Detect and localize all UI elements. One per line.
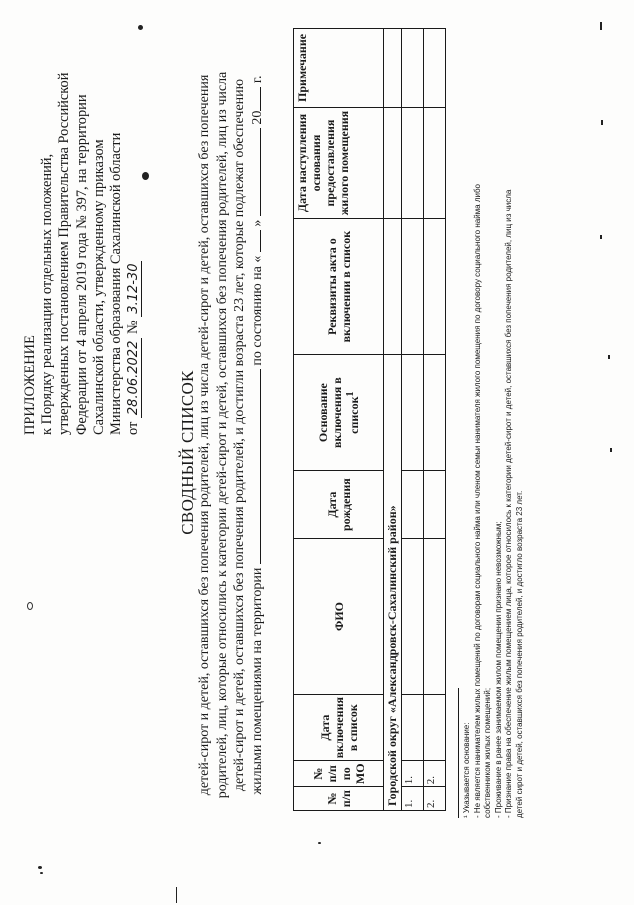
col-header-number: № п/п xyxy=(294,787,384,811)
approval-line: Федерации от 4 апреля 2019 года № 397, на территории xyxy=(73,94,90,435)
table-cell xyxy=(384,29,402,108)
table-cell xyxy=(402,107,424,218)
approval-title: ПРИЛОЖЕНИЕ xyxy=(22,335,38,435)
scan-speck xyxy=(600,22,602,30)
footnote-line: - Не является нанимателем жилых помещений по договорам социального найма или членом семьи нанимателя жилого помещения по договору социального найма либо xyxy=(472,184,482,818)
footnote-line: - Проживание в ранее занимаемом жилом помещении признано невозможным; xyxy=(493,521,503,818)
summary-table xyxy=(293,28,446,811)
table-cell xyxy=(424,471,446,539)
approval-line: Министерства образования Сахалинской области xyxy=(108,132,125,435)
year-prefix: 20 xyxy=(249,110,265,125)
table-cell xyxy=(424,29,446,108)
footnote-line: собственником жилых помещений; xyxy=(483,687,492,818)
scan-speck xyxy=(142,172,149,180)
table-cell: 2. xyxy=(424,787,446,811)
scan-speck xyxy=(608,355,610,359)
basis-header-text: Основание включения в список xyxy=(316,377,361,448)
table-cell: 1. xyxy=(402,761,424,787)
col-header-act-details: Реквизиты акта о включении в список xyxy=(294,219,384,355)
day-blank xyxy=(260,230,261,252)
table-cell: 2. xyxy=(424,761,446,787)
year-blank xyxy=(260,87,261,111)
table-row xyxy=(402,29,424,811)
scan-speck xyxy=(27,602,33,610)
month-blank xyxy=(260,128,261,216)
table-cell xyxy=(424,538,446,694)
approval-line: утвержденных постановлением Правительства Российской xyxy=(56,72,73,435)
footnote xyxy=(462,28,525,818)
col-header-full-name: ФИО xyxy=(294,538,384,694)
approval-line: к Порядку реализации отдельных положений, xyxy=(39,153,56,435)
table-cell xyxy=(424,219,446,355)
group-row-label: Городской округ «Александровск-Сахалинский район» xyxy=(384,354,402,810)
scan-speck xyxy=(318,842,321,844)
table-cell xyxy=(402,695,424,761)
date-prefix: от xyxy=(125,421,142,435)
intro-line: родителей, лиц, которые относились к категории детей-сирот и детей, оставшихся без попечения родителей, лиц из числа xyxy=(214,71,230,799)
footnote-mark: 1 xyxy=(345,391,356,397)
number-prefix: № xyxy=(125,320,142,335)
intro-line: жилыми помещениями на территории xyxy=(249,567,265,795)
col-header-inclusion-basis xyxy=(294,354,384,470)
table-cell xyxy=(402,471,424,539)
table-cell xyxy=(402,538,424,694)
footnote-line: - Признание права на обеспечение жилым помещением лица, которое относилось к категории детей-сирот и детей, оставшихся без попечения родителей, лиц из числа xyxy=(504,189,513,818)
table-cell xyxy=(402,29,424,108)
handwritten-number: 3.12-30 xyxy=(126,261,142,317)
table-cell xyxy=(402,354,424,470)
col-header-basis-date: Дата наступления основания предоставления жилого помещения xyxy=(294,107,384,218)
approval-line: Сахалинской области, утвержденному приказом xyxy=(90,139,107,435)
approval-block xyxy=(22,15,142,435)
footnote-line: детей сирот и детей, оставшихся без попечения родителей, и достигло возраста 23 лет. xyxy=(514,490,524,818)
intro-line: детей-сирот и детей, оставшихся без попечения родителей, лиц из числа детей-сирот и детей, оставшихся без попечения xyxy=(197,74,212,796)
scan-speck xyxy=(601,120,603,125)
col-header-mo-number: № п/п по МО xyxy=(294,761,384,787)
scan-speck xyxy=(138,25,143,30)
table-cell xyxy=(424,107,446,218)
scan-speck xyxy=(38,866,42,869)
table-cell xyxy=(384,219,402,355)
intro-line-last xyxy=(249,35,267,835)
table-cell: 1. xyxy=(402,787,424,811)
col-header-note: Примечание xyxy=(294,29,384,108)
table-cell xyxy=(384,107,402,218)
scan-speck xyxy=(40,872,43,874)
scan-speck xyxy=(176,887,177,903)
table-cell xyxy=(402,219,424,355)
handwritten-date: 28.06.2022 xyxy=(126,338,142,418)
scan-speck xyxy=(610,448,612,452)
scan-speck xyxy=(600,235,602,239)
footnote-line: ¹ Указывается основание: xyxy=(462,722,471,818)
as-of-label: по состоянию на « xyxy=(249,255,265,366)
list-description xyxy=(196,35,266,835)
intro-line: детей-сирот и детей, оставшихся без попечения родителей, и достигли возраста 23 лет, которые подлежат обеспечению xyxy=(232,78,247,792)
table-cell xyxy=(424,354,446,470)
group-row xyxy=(384,29,402,811)
approval-date-line xyxy=(125,15,142,435)
year-suffix: г. xyxy=(249,75,265,84)
table-cell xyxy=(424,695,446,761)
footnote-divider xyxy=(458,688,459,818)
table-header-row xyxy=(294,29,384,811)
territory-blank xyxy=(260,369,261,564)
table-row xyxy=(424,29,446,811)
list-title: СВОДНЫЙ СПИСОК xyxy=(178,370,197,535)
quote-close: » xyxy=(249,219,265,227)
col-header-inclusion-date: Дата включения в список xyxy=(294,695,384,761)
col-header-birth-date: Дата рождения xyxy=(294,471,384,539)
